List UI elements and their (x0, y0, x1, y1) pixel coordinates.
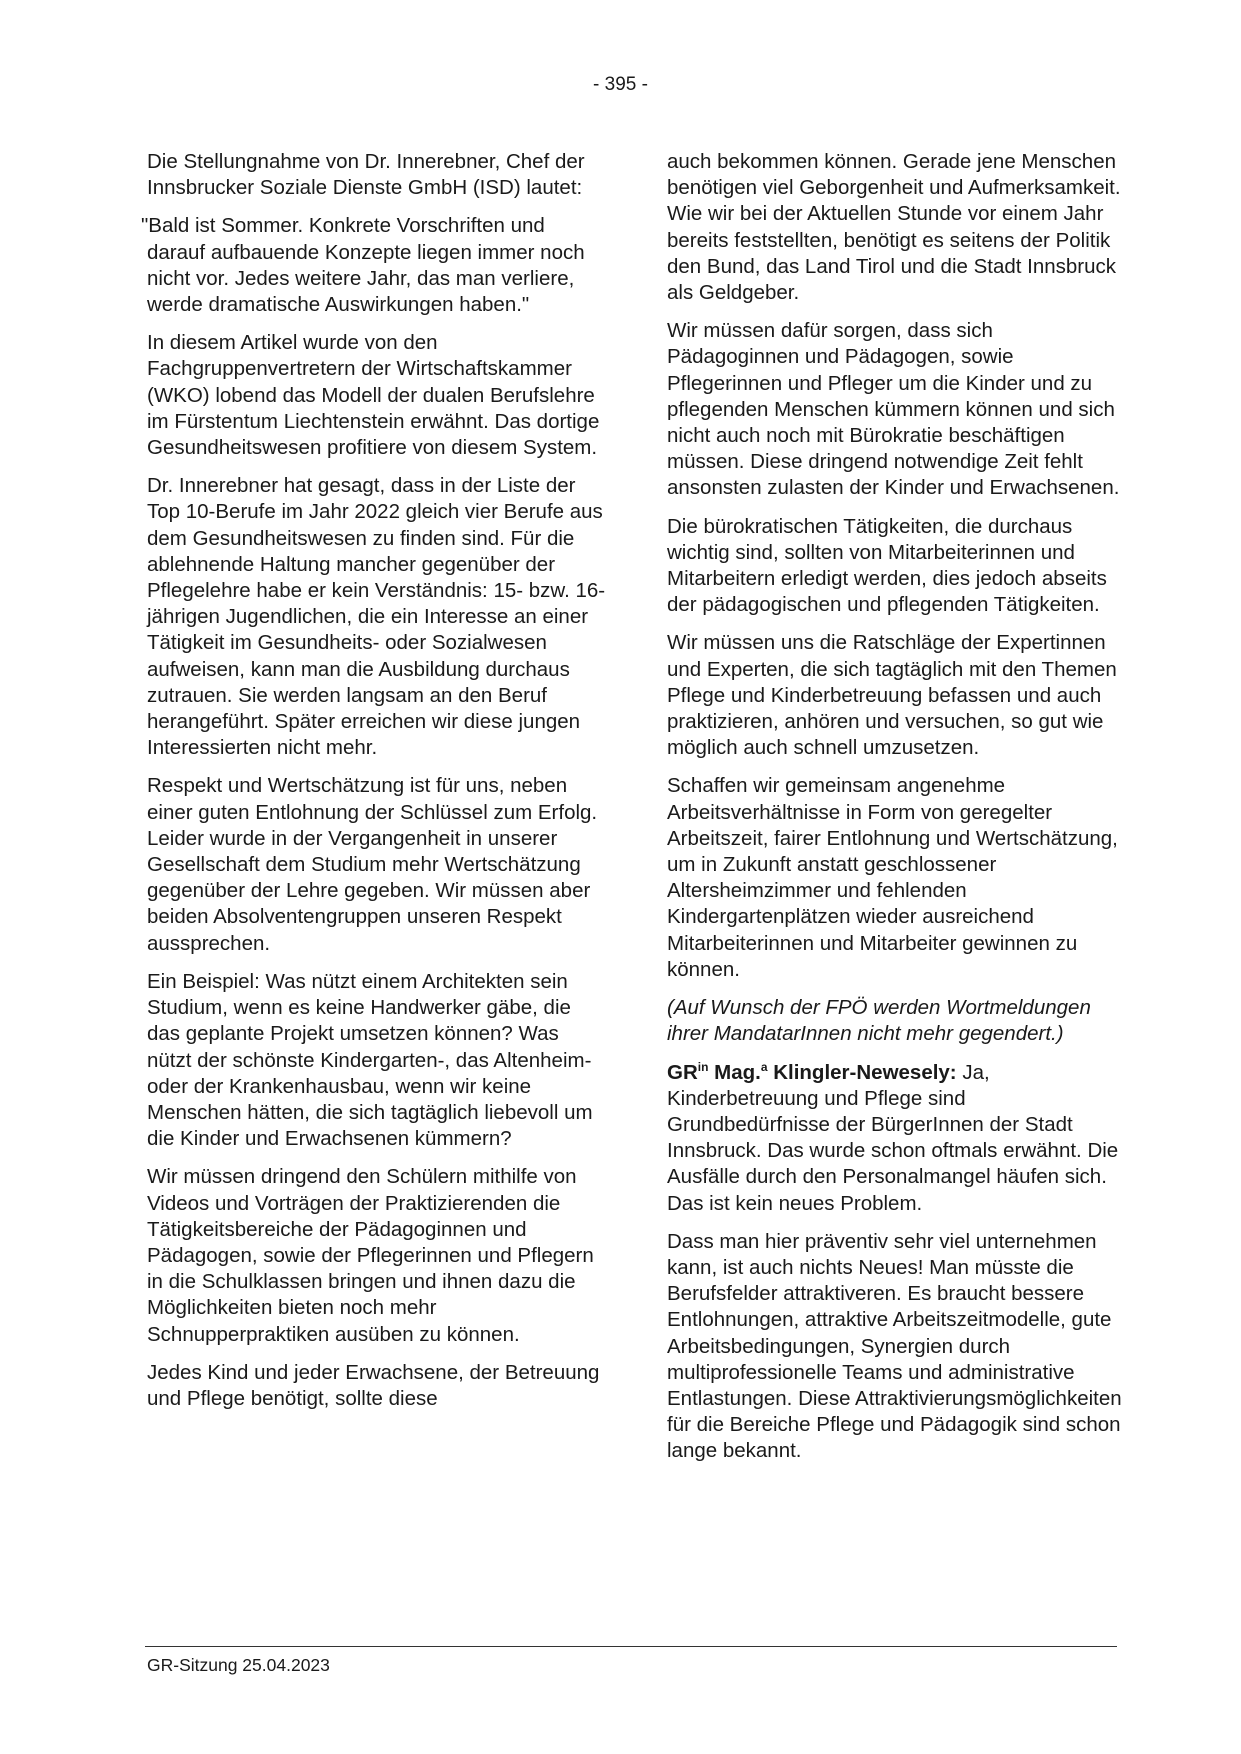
paragraph: Jedes Kind und jeder Erwachsene, der Betreuung und Pflege benötigt, sollte diese (147, 1360, 600, 1410)
paragraph: Wir müssen uns die Ratschläge der Expertinnen und Experten, die sich tagtäglich mit den Themen Pflege und Kinderbetreuung befassen und auch praktizieren, anhören und versuchen, so gut wie möglich auch schnell umzusetzen. (667, 631, 1117, 760)
paragraph: Respekt und Wertschätzung ist für uns, neben einer guten Entlohnung der Schlüssel zum Erfolg. Leider wurde in der Vergangenheit in unserer Gesellschaft dem Studium mehr Wertschätzung gegenüber der Lehre gegeben. Wir müssen aber beiden Absolventengruppen unseren Respekt aussprechen. (147, 774, 598, 955)
speaker-paragraph (667, 1060, 1127, 1217)
paragraph: Dr. Innerebner hat gesagt, dass in der Liste der Top 10-Berufe im Jahr 2022 gleich vier Berufe aus dem Gesundheitswesen zu finden sind. Für die ablehnende Haltung mancher gegenüber der Pflegelehre habe er kein Verständnis: 15- bzw. 16-jährigen Jugendlichen, die ein Interesse an einer Tätigkeit im Gesundheits- oder Sozialwesen aufweisen, kann man die Ausbildung durchaus zutrauen. Sie werden langsam an den Beruf herangeführt. Später erreichen wir diese jungen Interessierten nicht mehr. (147, 474, 606, 760)
paragraph: Dass man hier präventiv sehr viel unternehmen kann, ist auch nichts Neues! Man müsste die Berufsfelder attraktiveren. Es braucht bessere Entlohnungen, attraktive Arbeitszeitmodelle, gute Arbeitsbedingungen, Synergien durch multiprofessionelle Teams und administrative Entlastungen. Diese Attraktivierungsmöglichkeiten für die Bereiche Pflege und Pädagogik sind schon lange bekannt. (667, 1229, 1122, 1463)
speaker-title-sup: in (697, 1059, 709, 1074)
footer-session-date: GR-Sitzung 25.04.2023 (147, 1655, 330, 1675)
footer-divider (145, 1646, 1117, 1647)
right-column (667, 149, 1127, 1477)
paragraph: Ein Beispiel: Was nützt einem Architekten sein Studium, wenn es keine Handwerker gäbe, die das geplante Projekt umsetzen können? Was nützt der schönste Kindergarten-, das Altenheim- oder der Krankenhausbau, wenn wir keine Menschen hätten, die sich tagtäglich liebevoll um die Kinder und Erwachsenen kümmern? (147, 969, 593, 1151)
speaker-name: Klingler-Newesely: (773, 1060, 957, 1084)
speaker-title: GR (667, 1060, 698, 1084)
speaker-degree-sup: a (760, 1059, 768, 1074)
page-number: - 395 - (593, 74, 648, 95)
paragraph: Die Stellungnahme von Dr. Innerebner, Chef der Innsbrucker Soziale Dienste GmbH (ISD) lautet: (147, 150, 585, 200)
editorial-note: (Auf Wunsch der FPÖ werden Wortmeldungen ihrer MandatarInnen nicht mehr gegendert.) (667, 996, 1091, 1046)
speaker-text: Ja, Kinderbetreuung und Pflege sind Grundbedürfnisse der BürgerInnen der Stadt Innsbruck. Das wurde schon oftmals erwähnt. Die Ausfälle durch den Personalmangel häufen sich. Das ist kein neues Problem. (667, 1060, 1119, 1215)
quote-paragraph: "Bald ist Sommer. Konkrete Vorschriften und darauf aufbauende Konzepte liegen immer noch nicht vor. Jedes weitere Jahr, das man verliere, werde dramatische Auswirkungen haben." (141, 214, 585, 317)
paragraph: Die bürokratischen Tätigkeiten, die durchaus wichtig sind, sollten von Mitarbeiterinnen und Mitarbeitern erledigt werden, dies jedoch abseits der pädagogischen und pflegenden Tätigkeiten. (667, 514, 1107, 617)
paragraph: Schaffen wir gemeinsam angenehme Arbeitsverhältnisse in Form von geregelter Arbeitszeit, fairer Entlohnung und Wertschätzung, um in Zukunft anstatt geschlossener Altersheimzimmer und fehlenden Kindergartenplätzen wieder ausreichend Mitarbeiterinnen und Mitarbeiter gewinnen zu können. (667, 774, 1118, 981)
left-column (141, 149, 607, 1424)
paragraph: auch bekommen können. Gerade jene Menschen benötigen viel Geborgenheit und Aufmerksamkeit. Wie wir bei der Aktuellen Stunde vor einem Jahr bereits feststellten, benötigt es seitens der Politik den Bund, das Land Tirol und die Stadt Innsbruck als Geldgeber. (667, 150, 1121, 305)
speaker-degree: Mag. (714, 1060, 761, 1084)
paragraph: Wir müssen dafür sorgen, dass sich Pädagoginnen und Pädagogen, sowie Pflegerinnen und Pfleger um die Kinder und zu pflegenden Menschen kümmern können und sich nicht auch noch mit Bürokratie beschäftigen müssen. Diese dringend notwendige Zeit fehlt ansonsten zulasten der Kinder und Erwachsenen. (667, 319, 1120, 500)
paragraph: Wir müssen dringend den Schülern mithilfe von Videos und Vorträgen der Praktizierenden die Tätigkeitsbereiche der Pädagoginnen und Pädagogen, sowie der Pflegerinnen und Pflegern in die Schulklassen bringen und ihnen dazu die Möglichkeiten bieten noch mehr Schnupperpraktiken ausüben zu können. (147, 1165, 594, 1346)
paragraph: In diesem Artikel wurde von den Fachgruppenvertretern der Wirtschaftskammer (WKO) lobend das Modell der dualen Berufslehre im Fürstentum Liechtenstein erwähnt. Das dortige Gesundheitswesen profitiere von diesem System. (147, 331, 600, 460)
